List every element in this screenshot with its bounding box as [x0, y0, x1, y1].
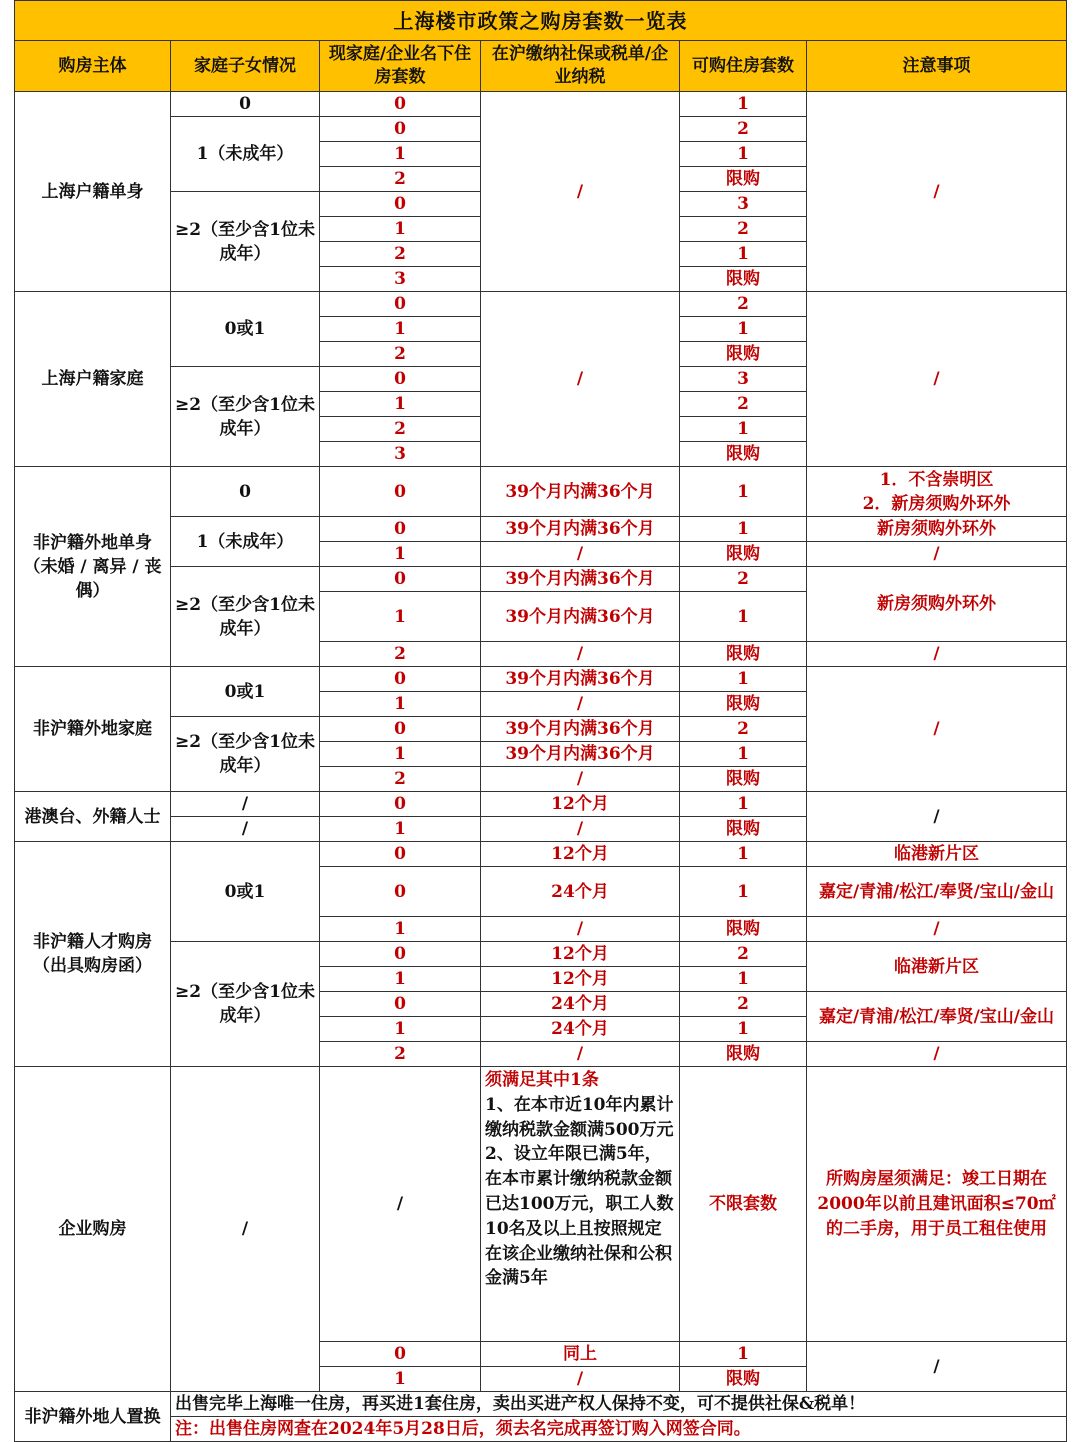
quota-cell: 1 [680, 142, 807, 167]
notes-cell: / [807, 642, 1067, 667]
owned-cell: 1 [320, 542, 481, 567]
owned-cell: 0 [320, 517, 481, 542]
children-cell: ≥2（至少含1位未成年） [171, 567, 320, 667]
quota-cell: 限购 [680, 767, 807, 792]
quota-cell: 2 [680, 392, 807, 417]
social-cell: 同上 [481, 1342, 680, 1367]
notes-cell: / [807, 542, 1067, 567]
table-title: 上海楼市政策之购房套数一览表 [15, 1, 1067, 41]
owned-cell: 0 [320, 367, 481, 392]
quota-cell: 1 [680, 467, 807, 517]
notes-cell: 嘉定/青浦/松江/奉贤/宝山/金山 [807, 992, 1067, 1042]
header-social: 在沪缴纳社保或税单/企业纳税 [481, 41, 680, 92]
owned-cell: 2 [320, 767, 481, 792]
social-cell: / [481, 917, 680, 942]
subject-cell: 非沪籍外地单身（未婚 / 离异 / 丧偶） [15, 467, 171, 667]
owned-cell: 0 [320, 192, 481, 217]
owned-cell: 1 [320, 317, 481, 342]
notes-cell: / [807, 667, 1067, 792]
children-cell: / [171, 817, 320, 842]
owned-cell: 3 [320, 267, 481, 292]
quota-cell: 限购 [680, 1367, 807, 1392]
social-cell: 39个月内满36个月 [481, 567, 680, 592]
quota-cell: 1 [680, 1342, 807, 1367]
children-cell: ≥2（至少含1位未成年） [171, 717, 320, 792]
social-cell: / [481, 92, 680, 292]
quota-cell: 限购 [680, 442, 807, 467]
subject-cell: 上海户籍单身 [15, 92, 171, 292]
owned-cell: 0 [320, 717, 481, 742]
owned-cell: 0 [320, 867, 481, 917]
owned-cell: 2 [320, 242, 481, 267]
notes-cell: / [807, 1042, 1067, 1067]
owned-cell: 1 [320, 692, 481, 717]
quota-cell: 限购 [680, 817, 807, 842]
social-cell: 39个月内满36个月 [481, 742, 680, 767]
quota-cell: 限购 [680, 167, 807, 192]
policy-table [14, 0, 1067, 1442]
owned-cell: 0 [320, 117, 481, 142]
quota-cell: 1 [680, 967, 807, 992]
quota-cell: 限购 [680, 542, 807, 567]
owned-cell: 2 [320, 642, 481, 667]
header-quota: 可购住房套数 [680, 41, 807, 92]
owned-cell: 1 [320, 142, 481, 167]
social-cell: 12个月 [481, 942, 680, 967]
header-notes: 注意事项 [807, 41, 1067, 92]
subject-cell: 非沪籍人才购房（出具购房函） [15, 842, 171, 1067]
subject-cell: 企业购房 [15, 1067, 171, 1392]
quota-cell: 限购 [680, 917, 807, 942]
owned-cell: 2 [320, 1042, 481, 1067]
owned-cell: 1 [320, 1017, 481, 1042]
notes-cell: 所购房屋须满足：竣工日期在2000年以前且建讯面积≤70㎡的二手房，用于员工租住使用 [807, 1067, 1067, 1342]
children-cell: ≥2（至少含1位未成年） [171, 367, 320, 467]
owned-cell: 1 [320, 1367, 481, 1392]
quota-cell: 2 [680, 217, 807, 242]
children-cell: / [171, 792, 320, 817]
enterprise-conditions [485, 1067, 675, 1291]
enterprise-condition-item: 2、设立年限已满5年，在本市累计缴纳税款金额已达100万元，职工人数10名及以上且按照规定在该企业缴纳社保和公积金满5年 [485, 1144, 674, 1289]
notes-cell: / [807, 1342, 1067, 1392]
quota-cell: 1 [680, 417, 807, 442]
children-cell: 1（未成年） [171, 517, 320, 567]
quota-cell: 2 [680, 942, 807, 967]
quota-cell: 不限套数 [680, 1067, 807, 1342]
quota-cell: 2 [680, 992, 807, 1017]
owned-cell: 0 [320, 667, 481, 692]
owned-cell: 0 [320, 467, 481, 517]
owned-cell: 0 [320, 842, 481, 867]
quota-cell: 限购 [680, 642, 807, 667]
owned-cell: 1 [320, 217, 481, 242]
swap-rule-text: 出售完毕上海唯一住房，再买进1套住房，卖出买进产权人保持不变，可不提供社保&税单！ [171, 1392, 1067, 1417]
notes-cell [807, 467, 1067, 517]
social-cell: / [481, 692, 680, 717]
social-cell: 24个月 [481, 867, 680, 917]
quota-cell: 限购 [680, 692, 807, 717]
enterprise-conditions-heading: 须满足其中1条 [485, 1070, 599, 1090]
social-cell [481, 1067, 680, 1342]
owned-cell: 3 [320, 442, 481, 467]
owned-cell: 1 [320, 967, 481, 992]
owned-cell: 0 [320, 92, 481, 117]
quota-cell: 1 [680, 842, 807, 867]
social-cell: 39个月内满36个月 [481, 667, 680, 692]
owned-cell: 2 [320, 417, 481, 442]
social-cell: 24个月 [481, 992, 680, 1017]
quota-cell: 1 [680, 667, 807, 692]
children-cell: 1（未成年） [171, 117, 320, 192]
quota-cell: 1 [680, 1017, 807, 1042]
quota-cell: 1 [680, 742, 807, 767]
notes-cell: / [807, 292, 1067, 467]
notes-cell: 新房须购外环外 [807, 517, 1067, 542]
subject-cell: 上海户籍家庭 [15, 292, 171, 467]
notes-cell: / [807, 917, 1067, 942]
header-children: 家庭子女情况 [171, 41, 320, 92]
quota-cell: 限购 [680, 267, 807, 292]
notes-cell: 新房须购外环外 [807, 567, 1067, 642]
children-cell: ≥2（至少含1位未成年） [171, 192, 320, 292]
owned-cell: 0 [320, 567, 481, 592]
owned-cell: 2 [320, 342, 481, 367]
notes-cell: / [807, 792, 1067, 842]
quota-cell: 限购 [680, 1042, 807, 1067]
enterprise-condition-item: 1、在本市近10年内累计缴纳税款金额满500万元 [485, 1094, 674, 1140]
subject-cell: 港澳台、外籍人士 [15, 792, 171, 842]
quota-cell: 1 [680, 517, 807, 542]
note-line: 2．新房须购外环外 [862, 493, 1011, 514]
subject-cell: 非沪籍外地家庭 [15, 667, 171, 792]
quota-cell: 1 [680, 92, 807, 117]
children-cell: ≥2（至少含1位未成年） [171, 942, 320, 1067]
social-cell: / [481, 1367, 680, 1392]
quota-cell: 1 [680, 242, 807, 267]
social-cell: / [481, 292, 680, 467]
owned-cell: 1 [320, 917, 481, 942]
social-cell: 12个月 [481, 842, 680, 867]
social-cell: 39个月内满36个月 [481, 717, 680, 742]
quota-cell: 1 [680, 317, 807, 342]
owned-cell: 1 [320, 592, 481, 642]
social-cell: 39个月内满36个月 [481, 467, 680, 517]
owned-cell: 1 [320, 742, 481, 767]
owned-cell: 0 [320, 792, 481, 817]
quota-cell: 2 [680, 717, 807, 742]
owned-cell: 2 [320, 167, 481, 192]
social-cell: / [481, 1042, 680, 1067]
quota-cell: 1 [680, 792, 807, 817]
note-line: 1．不含崇明区 [879, 469, 994, 490]
social-cell: / [481, 817, 680, 842]
children-cell: 0或1 [171, 842, 320, 942]
notes-cell: 临港新片区 [807, 942, 1067, 992]
social-cell: / [481, 767, 680, 792]
quota-cell: 2 [680, 292, 807, 317]
children-cell: 0或1 [171, 667, 320, 717]
subject-cell: 非沪籍外地人置换 [15, 1392, 171, 1442]
quota-cell: 1 [680, 592, 807, 642]
quota-cell: 1 [680, 867, 807, 917]
owned-cell: 0 [320, 292, 481, 317]
quota-cell: 2 [680, 567, 807, 592]
social-cell: 39个月内满36个月 [481, 592, 680, 642]
owned-cell: 0 [320, 1342, 481, 1367]
owned-cell: 1 [320, 392, 481, 417]
quota-cell: 限购 [680, 342, 807, 367]
quota-cell: 3 [680, 367, 807, 392]
children-cell: / [171, 1067, 320, 1392]
notes-cell: / [807, 92, 1067, 292]
owned-cell: 0 [320, 992, 481, 1017]
quota-cell: 2 [680, 117, 807, 142]
social-cell: 24个月 [481, 1017, 680, 1042]
header-owned: 现家庭/企业名下住房套数 [320, 41, 481, 92]
children-cell: 0 [171, 467, 320, 517]
social-cell: / [481, 642, 680, 667]
social-cell: / [481, 542, 680, 567]
owned-cell: 0 [320, 942, 481, 967]
children-cell: 0 [171, 92, 320, 117]
header-subject: 购房主体 [15, 41, 171, 92]
social-cell: 12个月 [481, 967, 680, 992]
owned-cell: 1 [320, 817, 481, 842]
notes-cell: 嘉定/青浦/松江/奉贤/宝山/金山 [807, 867, 1067, 917]
children-cell: 0或1 [171, 292, 320, 367]
notes-cell: 临港新片区 [807, 842, 1067, 867]
social-cell: 39个月内满36个月 [481, 517, 680, 542]
swap-note-text: 注：出售住房网查在2024年5月28日后，须去名完成再签订购入网签合同。 [171, 1417, 1067, 1442]
quota-cell: 3 [680, 192, 807, 217]
social-cell: 12个月 [481, 792, 680, 817]
owned-cell: / [320, 1067, 481, 1342]
